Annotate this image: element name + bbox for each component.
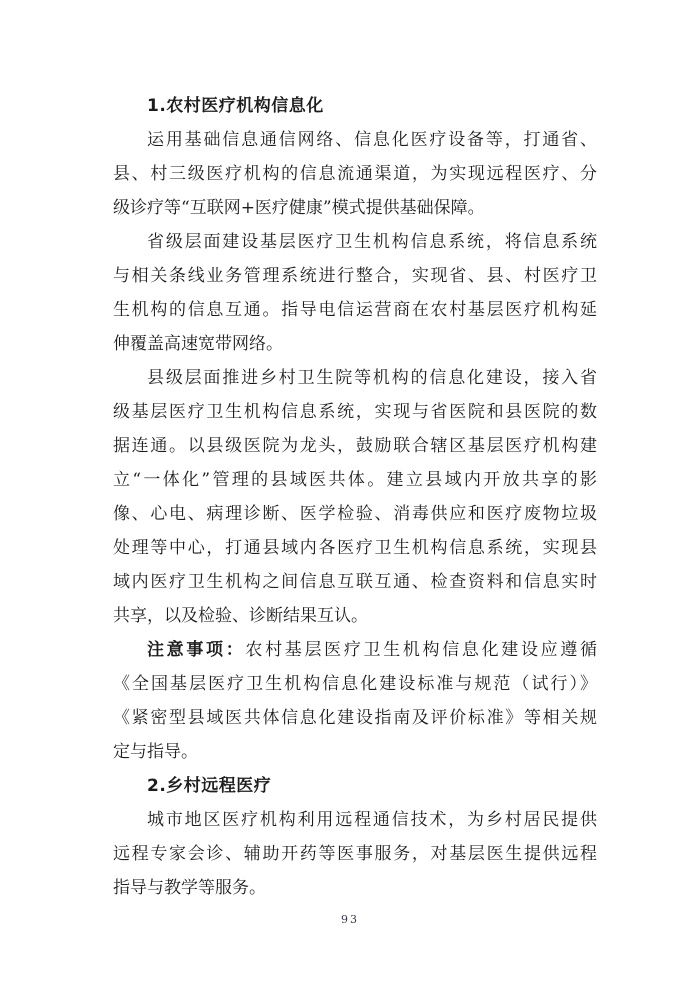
- text-line: 运用基础信息通信网络、信息化医疗设备等，打通省、: [147, 130, 597, 150]
- text-line: 指导与教学等服务。: [113, 878, 266, 898]
- paragraph-1: [113, 123, 597, 225]
- document-body: [113, 89, 597, 905]
- page-number: 93: [341, 913, 359, 926]
- text-line: 《全国基层医疗卫生机构信息化建设标准与规范（试行）》: [113, 674, 597, 694]
- text-line: 据连通。以县级医院为龙头，鼓励联合辖区基层医疗机构建: [113, 436, 597, 456]
- paragraph-3: [113, 361, 597, 633]
- text-line: 立“一体化”管理的县域医共体。建立县域内开放共享的影: [113, 470, 597, 490]
- text-line: 县级层面推进乡村卫生院等机构的信息化建设，接入省: [147, 368, 597, 388]
- text-line: 生机构的信息互通。指导电信运营商在农村基层医疗机构延: [113, 300, 597, 320]
- text-line: 伸覆盖高速宽带网络。: [113, 334, 283, 354]
- text-line: 处理等中心，打通县域内各医疗卫生机构信息系统，实现县: [113, 538, 597, 558]
- paragraph-4: [113, 803, 597, 905]
- text-line: 级基层医疗卫生机构信息系统，实现与省医院和县医院的数: [113, 402, 597, 422]
- text-line: 《紧密型县域医共体信息化建设指南及评价标准》等相关规: [113, 708, 597, 728]
- text-line: 县、村三级医疗机构的信息流通渠道，为实现远程医疗、分: [113, 164, 597, 184]
- text-line: 城市地区医疗机构利用远程通信技术，为乡村居民提供: [147, 810, 597, 830]
- text-line: 远程专家会诊、辅助开药等医事服务，对基层医生提供远程: [113, 844, 597, 864]
- section-heading-1: 1.农村医疗机构信息化: [147, 96, 324, 116]
- text-line: 像、心电、病理诊断、医学检验、消毒供应和医疗废物垃圾: [113, 504, 597, 524]
- note-paragraph: [113, 633, 597, 769]
- text-line: 与相关条线业务管理系统进行整合，实现省、县、村医疗卫: [113, 266, 597, 286]
- note-text: 农村基层医疗卫生机构信息化建设应遵循: [245, 640, 598, 660]
- text-line: 共享，以及检验、诊断结果互认。: [113, 606, 368, 626]
- text-line: 省级层面建设基层医疗卫生机构信息系统，将信息系统: [147, 232, 597, 252]
- text-line: 级诊疗等“互联网+医疗健康”模式提供基础保障。: [113, 198, 485, 218]
- text-line: [113, 633, 597, 667]
- note-label: 注意事项：: [147, 640, 246, 660]
- paragraph-2: [113, 225, 597, 361]
- section-heading-2: 2.乡村远程医疗: [147, 776, 272, 796]
- text-line: 定与指导。: [113, 742, 198, 762]
- text-line: 域内医疗卫生机构之间信息互联互通、检查资料和信息实时: [113, 572, 597, 592]
